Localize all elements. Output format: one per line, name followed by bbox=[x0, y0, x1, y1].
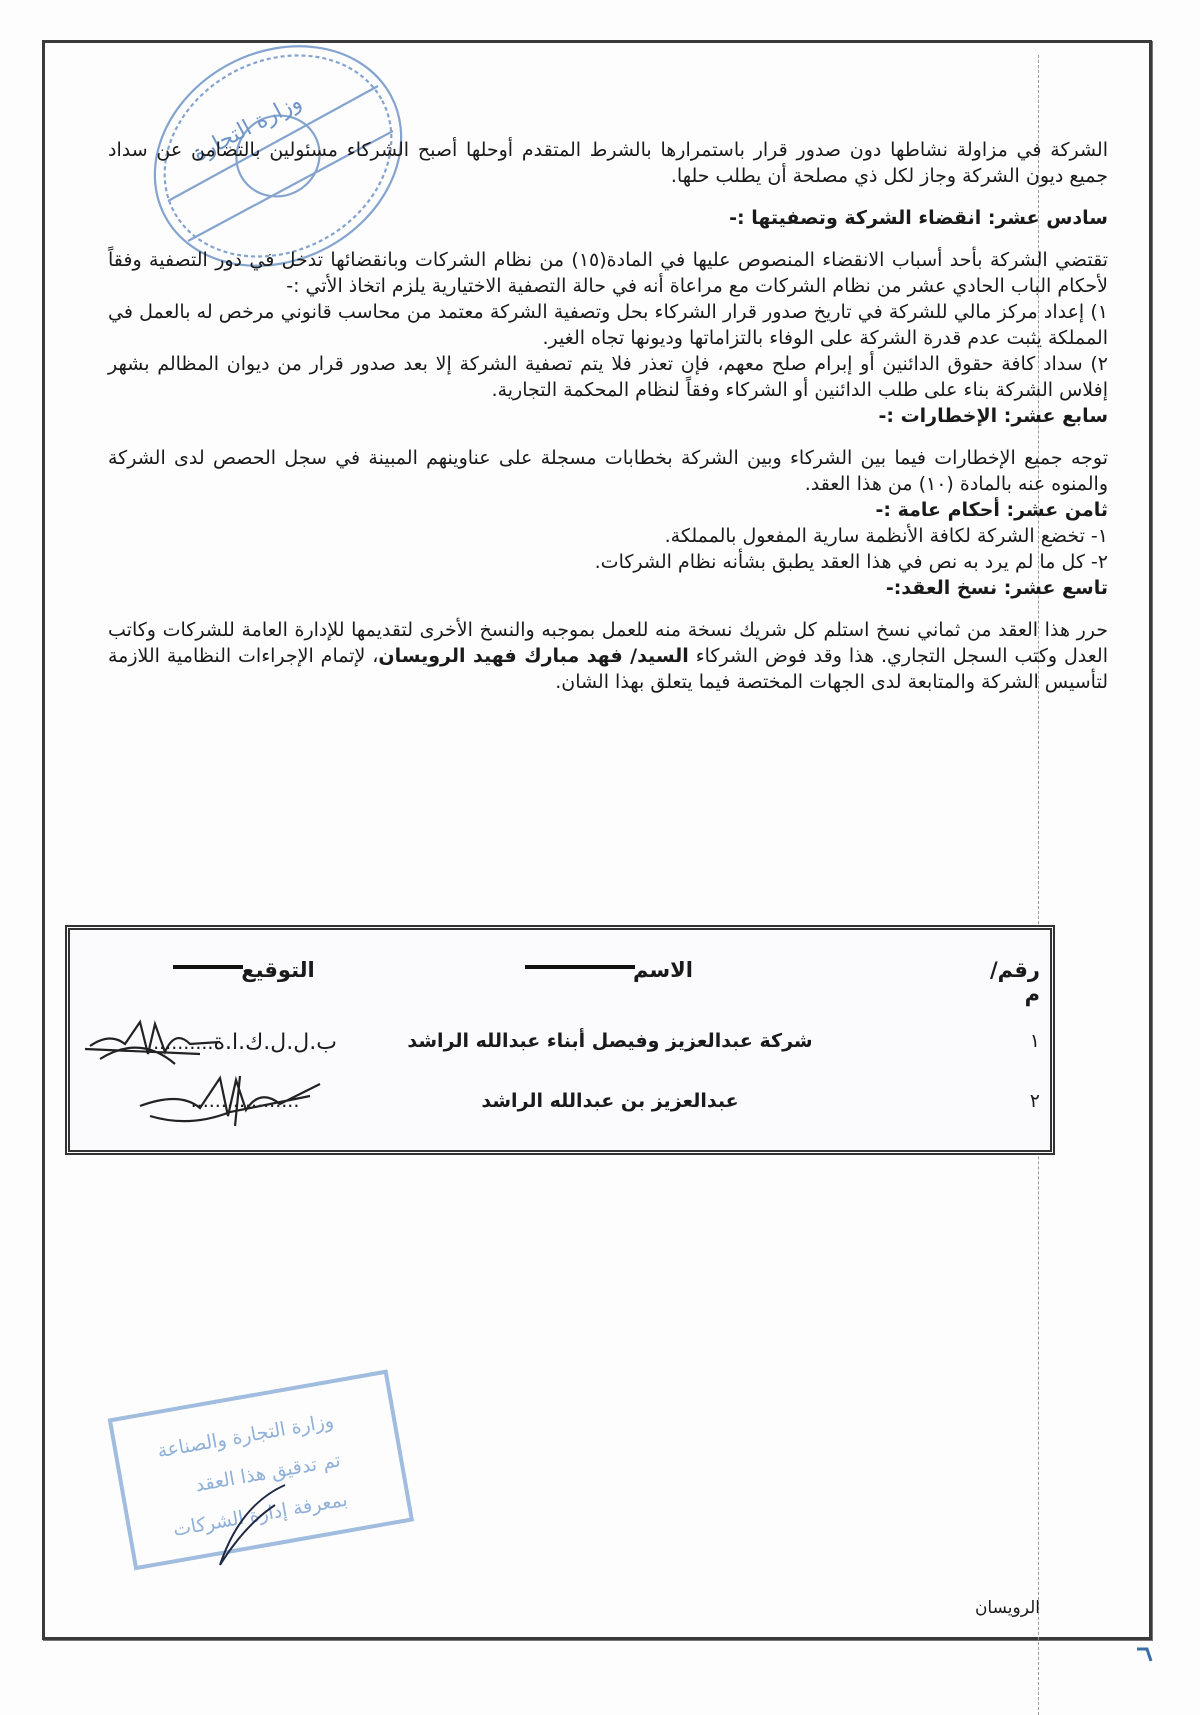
row-name: عبدالعزيز بن عبدالله الراشد bbox=[481, 1090, 739, 1112]
section-17-text: توجه جميع الإخطارات فيما بين الشركاء وبين الشركة بخطابات مسجلة على عناوينهم المبينة في سجل الحصص لدى الشركة والمنوه عنه بالمادة (١٠) من هذا العقد. bbox=[108, 447, 1108, 495]
signature-table bbox=[65, 925, 1055, 1155]
signature-mark: ب.ل.ل.ك.ا.ة bbox=[213, 1030, 337, 1055]
row-name: شركة عبدالعزيز وفيصل أبناء عبدالله الراشد bbox=[407, 1030, 813, 1052]
ministry-audit-stamp bbox=[100, 1355, 420, 1575]
row-number: ١ bbox=[1029, 1030, 1040, 1052]
stamp-line-2: تم تدقيق هذا العقد bbox=[193, 1449, 343, 1497]
signature-dots: .................. bbox=[190, 1090, 300, 1112]
contract-body bbox=[108, 137, 1108, 695]
section-16-heading: سادس عشر: انقضاء الشركة وتصفيتها :- bbox=[729, 207, 1108, 229]
row-signature bbox=[80, 1030, 410, 1055]
section-18-item-1: ١- تخضع الشركة لكافة الأنظمة سارية المفعول بالمملكة. bbox=[664, 525, 1108, 547]
section-19-text-a: حرر هذا العقد من ثماني نسخ استلم كل شريك نسخة منه للعمل بموجبه والنسخ الأخرى لتقديمها للإدارة العامة للشركات وكاتب العدل وكتب السجل التجاري. هذا وقد فوض الشركاء bbox=[108, 619, 1108, 667]
header-signature: التوقيع bbox=[80, 958, 410, 982]
section-16-item-2: ٢) سداد كافة حقوق الدائنين أو إبرام صلح معهم، فإن تعذر فلا يتم تصفية الشركة إلا بعد صدور قرار من ديوان المظالم بشهر إفلاس الشركة بناء على طلب الدائنين أو الشركاء وفقاً لنظام المحكمة التجارية. bbox=[108, 353, 1108, 401]
section-16-item-1: ١) إعداد مركز مالي للشركة في تاريخ صدور قرار الشركاء بحل وتصفية الشركة معتمد من محاسب قانوني مرخص له بالعمل في المملكة يثبت عدم قدرة الشركة على الوفاء بالتزاماتها وديونها تجاه الغير. bbox=[108, 301, 1108, 349]
stamp-line-1: وزارة التجارة والصناعة bbox=[155, 1409, 336, 1463]
section-16-text: تقتضي الشركة بأحد أسباب الانقضاء المنصوص عليها في المادة(١٥) من نظام الشركات وبانقضائها تدخل في دور التصفية وفقاً لأحكام الباب الحادي عشر من نظام الشركات مع مراعاة أنه في حالة التصفية الاختيارية يلزم اتخاذ الأتي :- bbox=[108, 249, 1109, 297]
header-name: الاسم bbox=[400, 958, 820, 982]
section-18-item-2: ٢- كل ما لم يرد به نص في هذا العقد يطبق بشأنه نظام الشركات. bbox=[594, 551, 1108, 573]
signature-table-header bbox=[70, 958, 1050, 1006]
handwritten-signature-1 bbox=[80, 1014, 230, 1074]
stamp-line-3: بمعرفة إدارة الشركات bbox=[171, 1488, 350, 1541]
signature-row bbox=[70, 1030, 1050, 1070]
header-number: رقم/م bbox=[990, 958, 1040, 1006]
section-19-text bbox=[108, 617, 1108, 695]
signature-row bbox=[70, 1090, 1050, 1130]
footer-name: الرويسان bbox=[974, 1598, 1040, 1618]
row-number: ٢ bbox=[1029, 1090, 1040, 1112]
row-signature bbox=[80, 1090, 410, 1112]
section-19-text-b: ، لإتمام الإجراءات النظامية اللازمة لتأسيس الشركة والمتابعة لدى الجهات المختصة فيما يتعلق بهذا الشان. bbox=[108, 645, 1108, 693]
section-18-heading: ثامن عشر: أحكام عامة :- bbox=[875, 499, 1108, 521]
section-19-heading: تاسع عشر: نسخ العقد:- bbox=[885, 577, 1108, 599]
section-17-heading: سابع عشر: الإخطارات :- bbox=[878, 405, 1108, 427]
authorized-person: السيد/ فهد مبارك فهيد الرويسان bbox=[378, 645, 689, 667]
paragraph-continuation: الشركة في مزاولة نشاطها دون صدور قرار باستمرارها بالشرط المتقدم أوحلها أصبح الشركاء مسئولين بالتضامن عن سداد جميع ديون الشركة وجاز لكل ذي مصلحة أن يطلب حلها. bbox=[108, 139, 1108, 187]
corner-mark-icon bbox=[1135, 1645, 1155, 1665]
round-stamp-text: وزارة التجارة bbox=[188, 89, 306, 168]
signature-dots: .......... bbox=[153, 1032, 214, 1054]
handwritten-signature-2 bbox=[120, 1066, 340, 1136]
